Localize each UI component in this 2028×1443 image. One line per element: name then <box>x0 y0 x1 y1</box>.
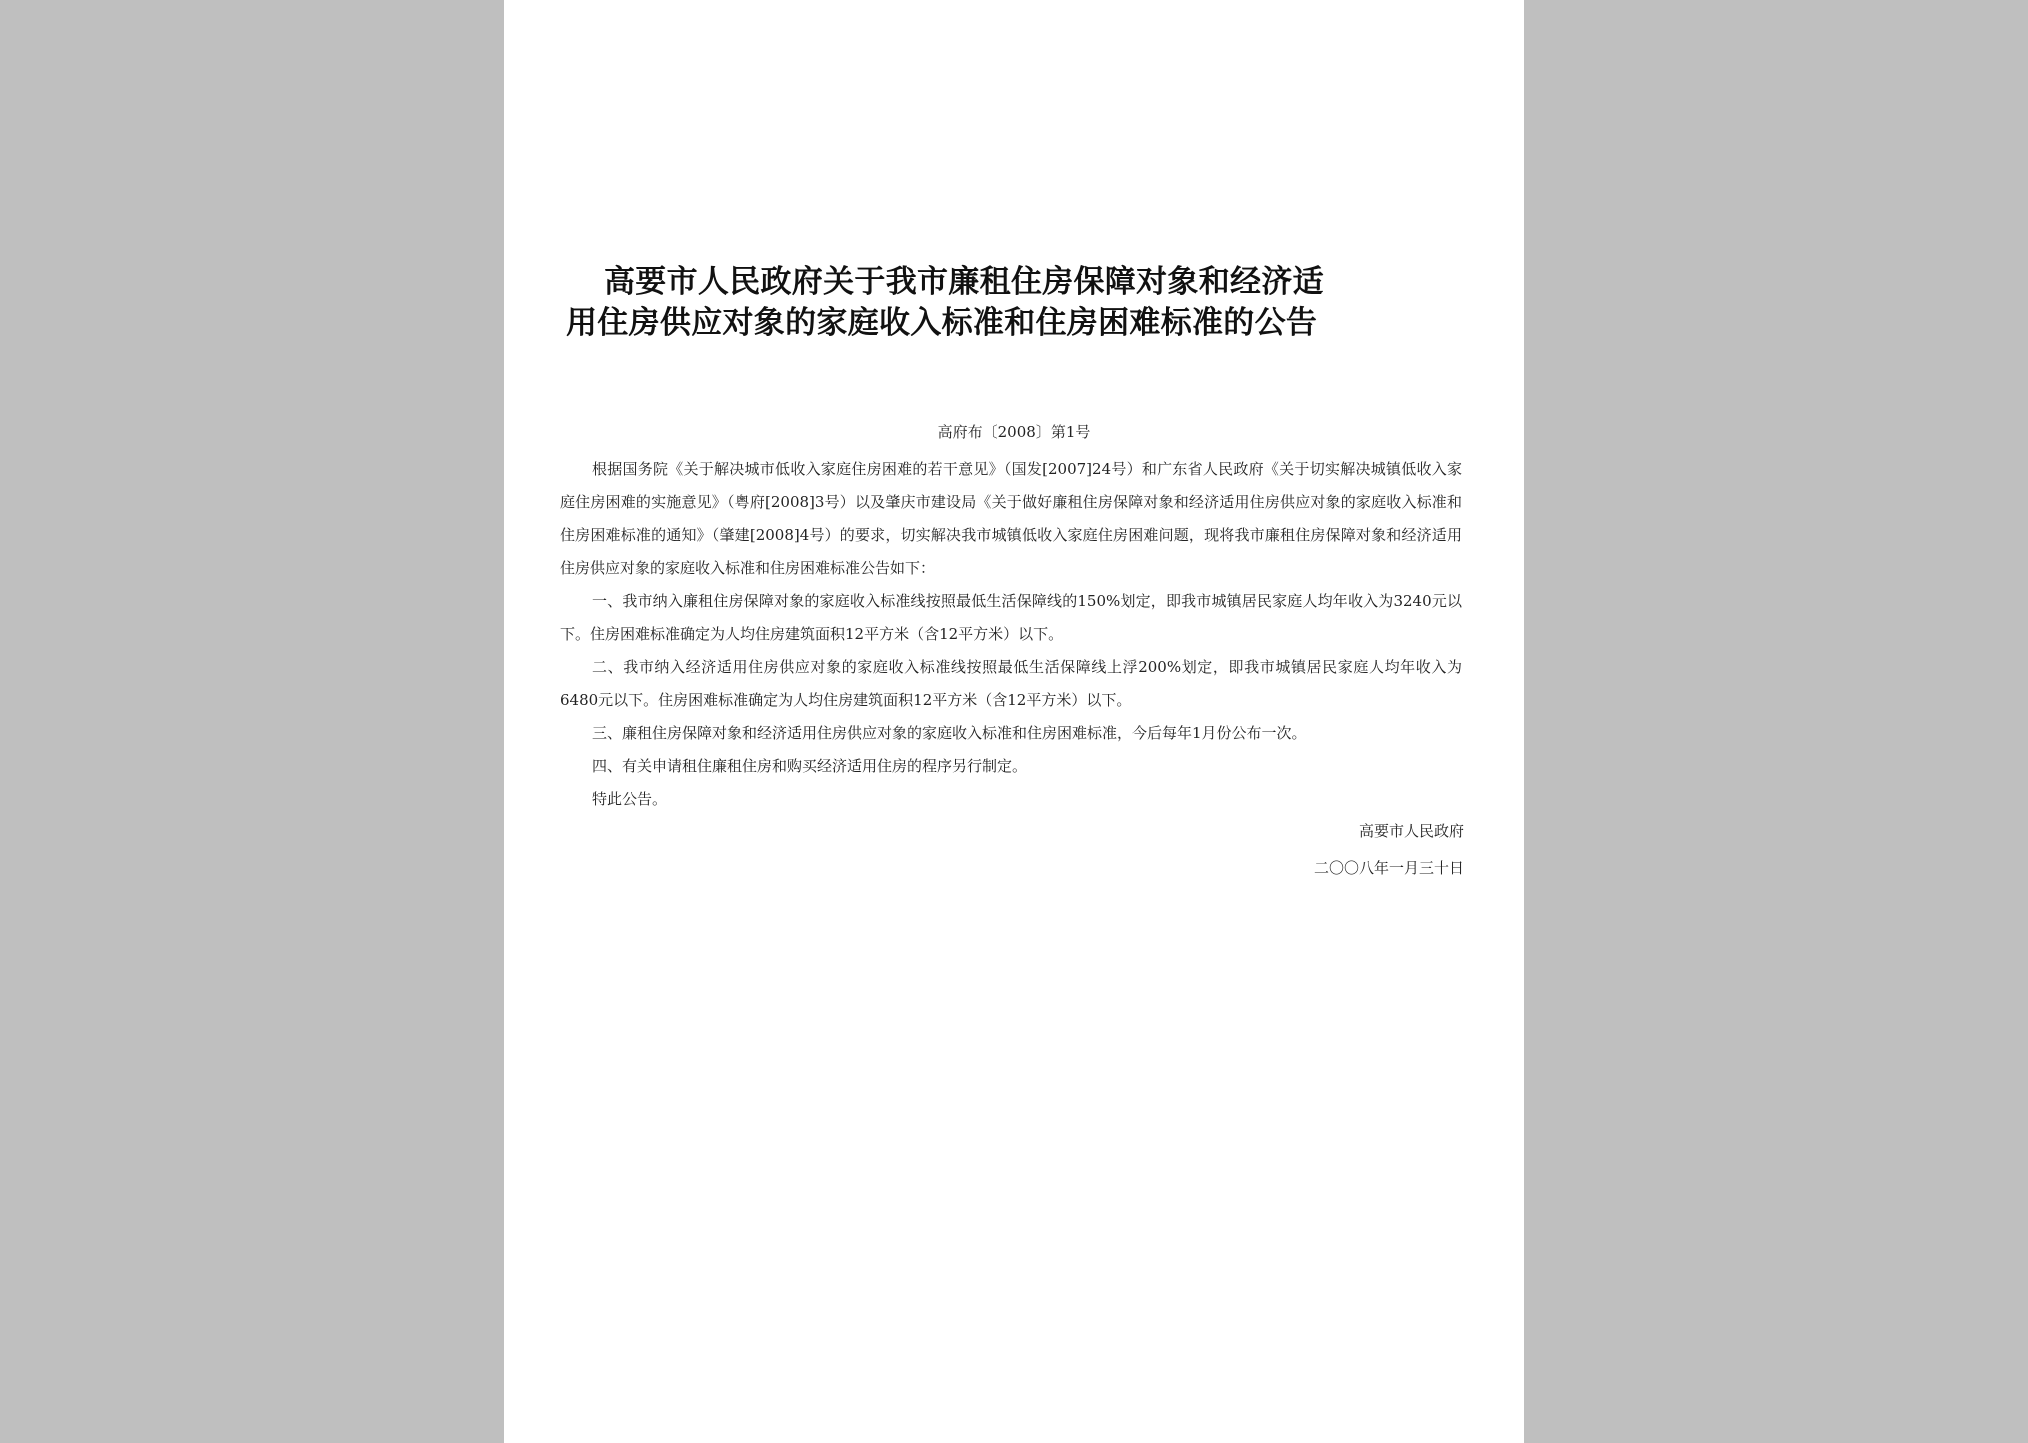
title-line-1: 高要市人民政府关于我市廉租住房保障对象和经济适 <box>604 264 1324 300</box>
document-body <box>560 453 1462 816</box>
paragraph-item-3: 三、廉租住房保障对象和经济适用住房供应对象的家庭收入标准和住房困难标准，今后每年1月份公布一次。 <box>592 724 1307 742</box>
document-number: 高府布〔2008〕第1号 <box>937 423 1091 441</box>
title-line-2: 用住房供应对象的家庭收入标准和住房困难标准的公告 <box>566 305 1318 341</box>
paragraph-item-2: 二、我市纳入经济适用住房供应对象的家庭收入标准线按照最低生活保障线上浮200%划定，即我市城镇居民家庭人均年收入为6480元以下。住房困难标准确定为人均住房建筑面积12平方米（含12平方米）以下。 <box>560 658 1462 709</box>
document-page <box>504 0 1524 1443</box>
document-title <box>566 262 1466 344</box>
signature-block <box>1314 813 1464 887</box>
signatory-name: 高要市人民政府 <box>1358 822 1464 840</box>
paragraph-item-1: 一、我市纳入廉租住房保障对象的家庭收入标准线按照最低生活保障线的150%划定，即我市城镇居民家庭人均年收入为3240元以下。住房困难标准确定为人均住房建筑面积12平方米（含12平方米）以下。 <box>560 592 1462 643</box>
paragraph-intro: 根据国务院《关于解决城市低收入家庭住房困难的若干意见》（国发[2007]24号）和广东省人民政府《关于切实解决城镇低收入家庭住房困难的实施意见》（粤府[2008]3号）以及肇庆市建设局《关于做好廉租住房保障对象和经济适用住房供应对象的家庭收入标准和住房困难标准的通知》（肇建[2008]4号）的要求，切实解决我市城镇低收入家庭住房困难问题，现将我市廉租住房保障对象和经济适用住房供应对象的家庭收入标准和住房困难标准公告如下： <box>560 460 1462 577</box>
paragraph-closing: 特此公告。 <box>592 790 668 808</box>
document-date: 二〇〇八年一月三十日 <box>1313 859 1464 877</box>
paragraph-item-4: 四、有关申请租住廉租住房和购买经济适用住房的程序另行制定。 <box>592 757 1028 775</box>
